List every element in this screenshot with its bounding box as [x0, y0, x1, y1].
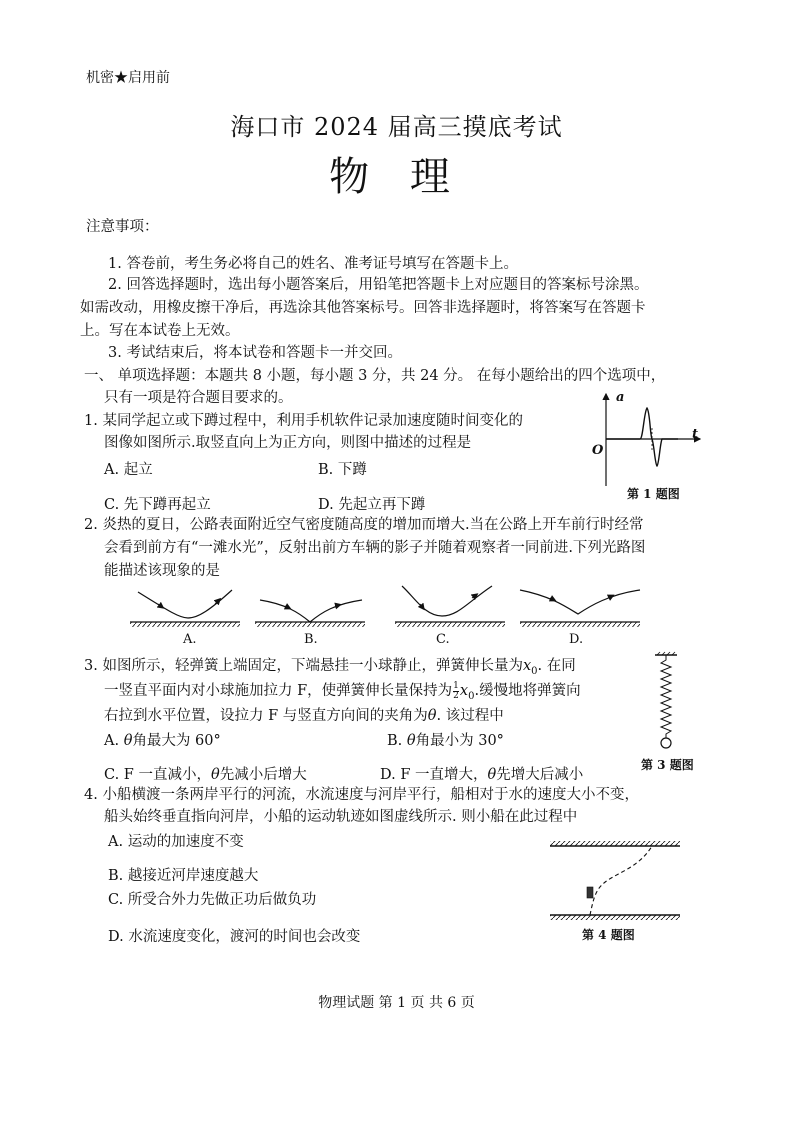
q1-acceleration-curve [606, 408, 678, 466]
q1-stem-line-2: 图像如图所示.取竖直向上为正方向，则图中描述的过程是 [104, 435, 472, 451]
note-item-2-line-1: 2. 回答选择题时，选出每小题答案后，用铅笔把答题卡上对应题目的答案标号涂黑。 [108, 277, 649, 293]
q2-stem-line-1: 2. 炎热的夏日，公路表面附近空气密度随高度的增加而增大.当在公路上开车前行时经常 [84, 517, 644, 533]
q2-figure-b-label: B. [304, 632, 318, 647]
subject-title: 物 理 [329, 154, 464, 200]
note-item-2-line-2: 如需改动，用橡皮擦干净后，再选涂其他答案标号。回答非选择题时，将答案写在答题卡 [80, 300, 646, 316]
q4-option-a: A. 运动的加速度不变 [108, 834, 244, 850]
note-item-1: 1. 答卷前，考生务必将自己的姓名、准考证号填写在答题卡上。 [108, 256, 518, 272]
notes-heading: 注意事项： [86, 219, 159, 235]
q3-option-a: A. θ角最大为 60° [104, 733, 221, 749]
q3-stem-line-2: 一竖直平面内对小球施加拉力 F，使弹簧伸长量保持为 $\frac{1}{2}$ $x_0$.缓慢地将弹簧向 [104, 680, 581, 702]
q1-axis-t-label: t [692, 427, 699, 442]
q4-option-c: C. 所受合外力先做正功后做负功 [108, 892, 317, 908]
q4-figure-caption: 第 4 题图 [582, 928, 635, 942]
page-footer: 物理试题 第 1 页 共 6 页 [318, 995, 475, 1011]
q1-figure-caption: 第 1 题图 [627, 487, 680, 501]
q2-figure-a-label: A. [183, 632, 197, 647]
q3-option-c: C. F 一直减小，θ先减小后增大 [104, 767, 307, 783]
q1-axis-a-label: a [616, 390, 625, 405]
q2-figure-c [395, 586, 505, 627]
q2-stem-line-2: 会看到前方有“一滩水光”，反射出前方车辆的影子并随着观察者一同前进.下列光路图 [104, 540, 646, 556]
q2-figure-d [520, 590, 640, 627]
q2-figure-a [130, 590, 240, 627]
q3-option-d: D. F 一直增大，θ先增大后减小 [380, 767, 584, 783]
q4-stem-line-1: 4. 小船横渡一条两岸平行的河流，水流速度与河岸平行，船相对于水的速度大小不变， [84, 787, 639, 803]
section-heading-line-2: 只有一项是符合题目要求的。 [104, 390, 293, 406]
q1-option-c: C. 先下蹲再起立 [104, 497, 211, 513]
q4-figure-river [548, 838, 688, 923]
q1-origin-label: O [592, 443, 604, 458]
note-item-2-line-3: 上。写在本试卷上无效。 [80, 323, 240, 339]
q4-stem-line-2: 船头始终垂直指向河岸，小船的运动轨迹如图虚线所示. 则小船在此过程中 [104, 809, 578, 825]
q4-boat [587, 887, 593, 898]
q3-figure-caption: 第 3 题图 [641, 758, 694, 772]
q4-option-b: B. 越接近河岸速度越大 [108, 868, 259, 884]
q2-figure-d-label: D. [569, 632, 584, 647]
q2-light-path-figures [120, 582, 650, 632]
q3-option-b: B. θ角最小为 30° [387, 733, 504, 749]
q1-option-d: D. 先起立再下蹲 [318, 497, 426, 513]
confidential-label: 机密★启用前 [86, 70, 170, 86]
q2-stem-line-3: 能描述该现象的是 [104, 563, 220, 579]
q2-figure-b [255, 600, 365, 627]
note-item-3: 3. 考试结束后，将本试卷和答题卡一并交回。 [108, 345, 402, 361]
q3-figure-spring [652, 652, 682, 752]
q3-ball [661, 738, 671, 748]
q1-option-a: A. 起立 [104, 462, 153, 478]
q4-option-d: D. 水流速度变化，渡河的时间也会改变 [108, 929, 361, 945]
q2-figure-c-label: C. [436, 632, 450, 647]
q1-option-b: B. 下蹲 [318, 462, 367, 478]
q4-far-bank [550, 841, 680, 846]
q3-stem-line-1: 3. 如图所示，轻弹簧上端固定，下端悬挂一小球静止，弹簧伸长量为$x_0$. 在同 [84, 658, 576, 677]
q1-stem-line-1: 1. 某同学起立或下蹲过程中，利用手机软件记录加速度随时间变化的 [84, 413, 523, 429]
q3-spring-coil [661, 655, 671, 738]
q3-stem-line-3: 右拉到水平位置，设拉力 F 与竖直方向间的夹角为θ. 该过程中 [104, 708, 504, 724]
section-heading-line-1: 一、 单项选择题：本题共 8 小题，每小题 3 分，共 24 分。 在每小题给出的四个选项中， [84, 368, 666, 384]
q4-boat-trajectory [590, 846, 652, 915]
exam-title: 海口市 2024 届高三摸底考试 [230, 113, 563, 141]
